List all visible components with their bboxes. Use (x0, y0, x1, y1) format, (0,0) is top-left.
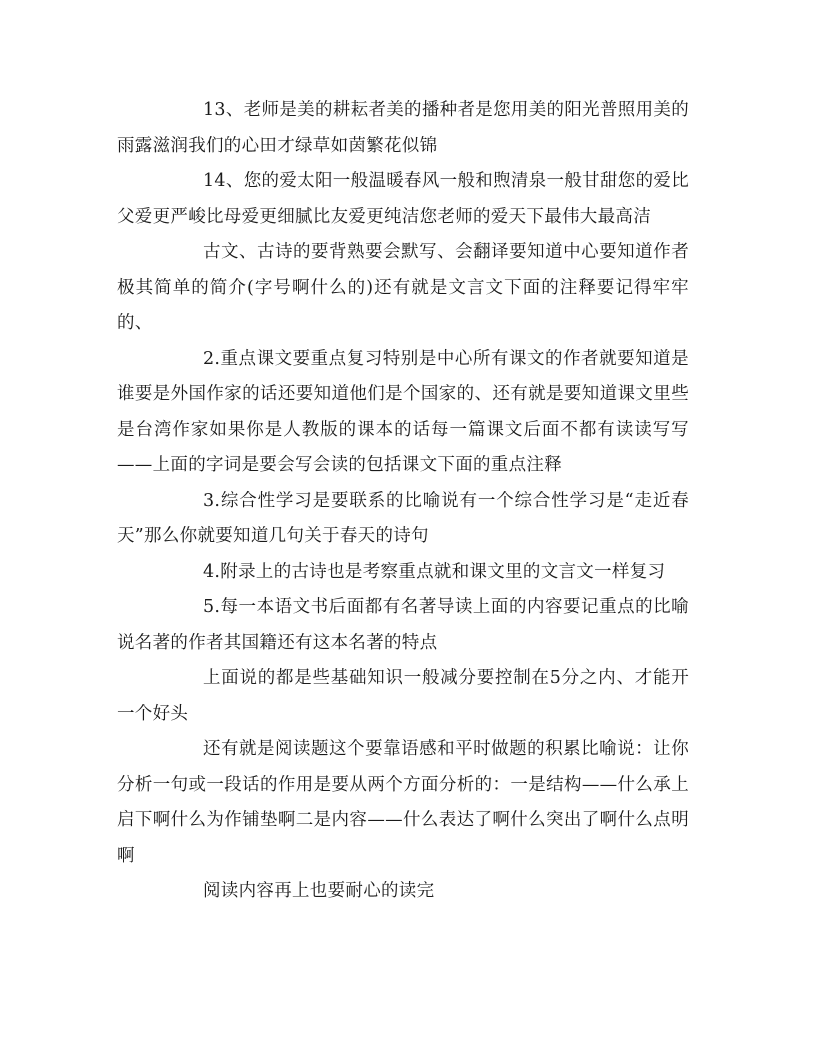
paragraph-reading-questions: 还有就是阅读题这个要靠语感和平时做题的积累比喻说：让你分析一句或一段话的作用是要从两个方面分析的：一是结构——什么承上启下啊什么为作铺垫啊二是内容——什么表达了啊什么突出了啊什么点明啊 (117, 739, 689, 866)
paragraph-item-4: 4.附录上的古诗也是考察重点就和课文里的文言文一样复习 (203, 561, 666, 582)
paragraph-item-5: 5.每一本语文书后面都有名著导读上面的内容要记重点的比喻说名著的作者其国籍还有这本名著的特点 (117, 597, 689, 653)
paragraph-14: 14、您的爱太阳一般温暖春风一般和煦清泉一般甘甜您的爱比父爱更严峻比母爱更细腻比友爱更纯洁您老师的爱天下最伟大最高洁 (117, 171, 689, 227)
paragraph-13: 13、老师是美的耕耘者美的播种者是您用美的阳光普照用美的雨露滋润我们的心田才绿草如茵繁花似锦 (117, 100, 689, 156)
paragraph-item-3: 3.综合性学习是要联系的比喻说有一个综合性学习是“走近春天”那么你就要知道几句关于春天的诗句 (117, 490, 689, 546)
paragraph-item-2: 2.重点课文要重点复习特别是中心所有课文的作者就要知道是谁要是外国作家的话还要知道他们是个国家的、还有就是要知道课文里些是台湾作家如果你是人教版的课本的话每一篇课文后面不都有读读写写——上面的字词是要会写会读的包括课文下面的重点注释 (117, 348, 689, 475)
paragraph-basics-summary: 上面说的都是些基础知识一般减分要控制在5分之内、才能开一个好头 (117, 668, 689, 724)
paragraph-ancient-poetry: 古文、古诗的要背熟要会默写、会翻译要知道中心要知道作者极其简单的简介(字号啊什么的)还有就是文言文下面的注释要记得牢牢的、 (117, 242, 689, 333)
document-body (117, 93, 689, 910)
paragraph-reading-patience: 阅读内容再上也要耐心的读完 (203, 881, 435, 901)
